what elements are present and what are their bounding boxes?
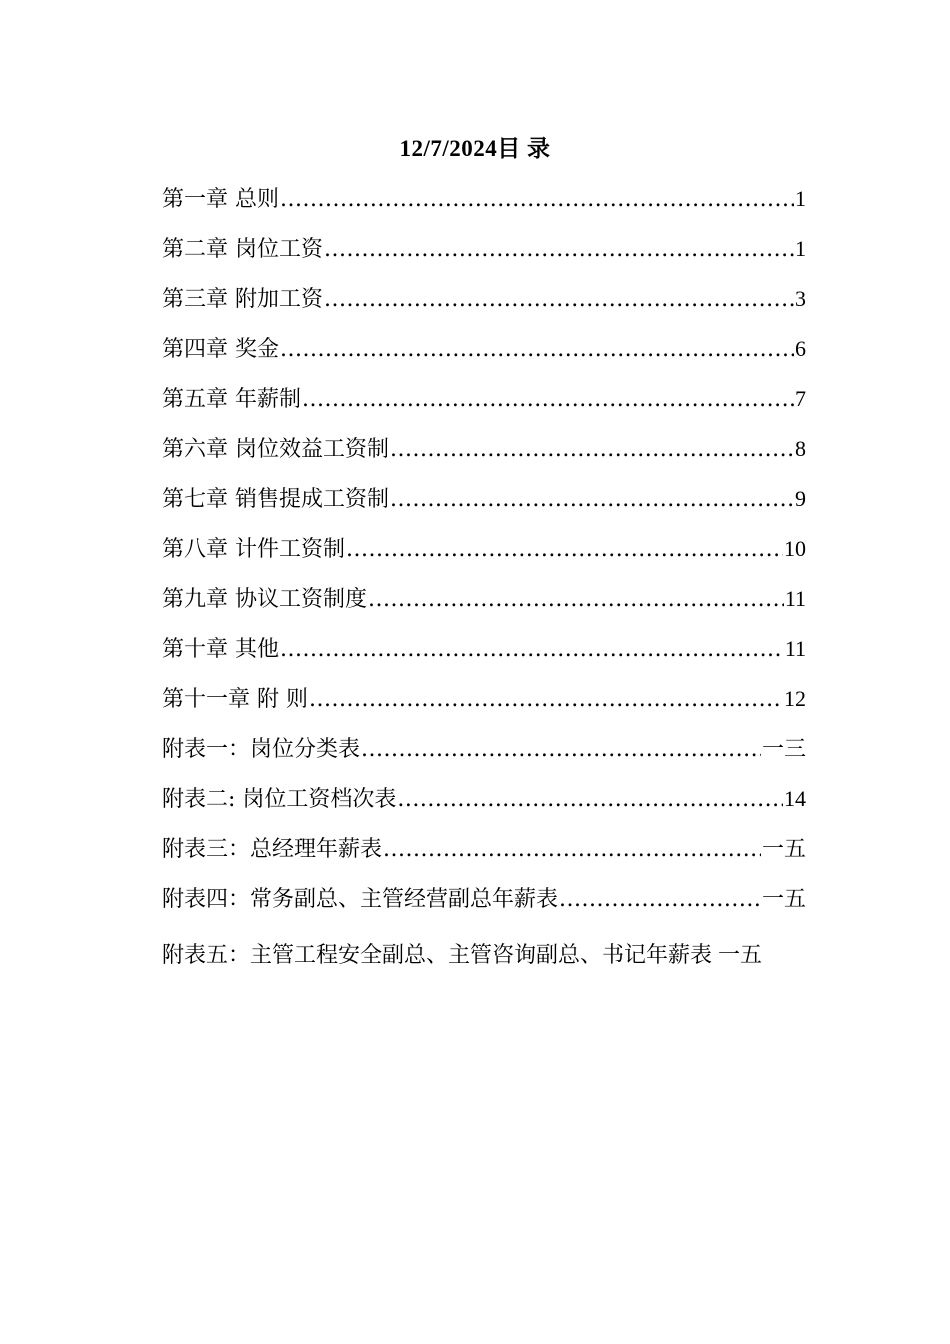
dot-leader — [346, 531, 783, 569]
toc-entry-chapter-1[interactable] — [162, 180, 806, 230]
toc-entry-chapter-7[interactable] — [162, 480, 806, 530]
toc-entry-page: 6 — [795, 336, 806, 361]
toc-entry-appendix-1[interactable] — [162, 730, 806, 780]
toc-entry-page: 1 — [795, 236, 806, 261]
toc-entry-page: 一三 — [761, 736, 806, 761]
toc-entry-page: 8 — [795, 436, 806, 461]
toc-entry-page: 一五 — [761, 886, 806, 911]
toc-entry-label: 第八章 计件工资制 — [162, 537, 345, 562]
toc-entry-appendix-4[interactable] — [162, 880, 806, 930]
toc-entry-label: 附表五：主管工程安全副总、主管咨询副总、书记年薪表 — [162, 943, 713, 968]
toc-entry-label: 第一章 总则 — [162, 187, 279, 212]
toc-entry-appendix-2[interactable] — [162, 780, 806, 830]
dot-leader — [324, 281, 794, 319]
toc-entry-label: 附表二: 岗位工资档次表 — [162, 787, 397, 812]
toc-entry-page: 11 — [784, 586, 806, 611]
toc-entry-page: 一五 — [761, 836, 806, 861]
toc-entry-label: 第五章 年薪制 — [162, 387, 301, 412]
toc-title: 12/7/2024目 录 — [399, 136, 551, 161]
toc-entry-label: 第九章 协议工资制度 — [162, 587, 367, 612]
dot-leader — [559, 881, 761, 919]
dot-leader — [390, 431, 794, 469]
dot-leader — [280, 331, 794, 369]
toc-entry-page: 一五 — [718, 942, 763, 967]
toc-entry-page: 7 — [795, 386, 806, 411]
dot-leader — [324, 231, 794, 269]
dot-leader — [309, 681, 783, 719]
toc-entry-chapter-4[interactable] — [162, 330, 806, 380]
toc-entry-chapter-6[interactable] — [162, 430, 806, 480]
toc-list — [162, 180, 806, 981]
toc-entry-appendix-3[interactable] — [162, 830, 806, 880]
toc-entry-chapter-3[interactable] — [162, 280, 806, 330]
toc-entry-chapter-11[interactable] — [162, 680, 806, 730]
toc-entry-page: 9 — [795, 486, 806, 511]
toc-entry-chapter-9[interactable] — [162, 580, 806, 630]
toc-entry-chapter-5[interactable] — [162, 380, 806, 430]
toc-entry-chapter-2[interactable] — [162, 230, 806, 280]
toc-entry-label: 附表四：常务副总、主管经营副总年薪表 — [162, 887, 559, 912]
dot-leader — [280, 631, 784, 669]
toc-entry-label: 第十一章 附 则 — [162, 687, 308, 712]
dot-leader — [280, 181, 794, 219]
toc-entry-label: 第十章 其他 — [162, 637, 279, 662]
toc-entry-appendix-5[interactable] — [162, 930, 806, 981]
toc-entry-chapter-8[interactable] — [162, 530, 806, 580]
toc-entry-page: 14 — [784, 786, 806, 811]
dot-leader — [361, 731, 761, 769]
dot-leader — [390, 481, 794, 519]
dot-leader — [302, 381, 794, 419]
toc-entry-chapter-10[interactable] — [162, 630, 806, 680]
toc-entry-label: 第七章 销售提成工资制 — [162, 487, 389, 512]
toc-entry-label: 第三章 附加工资 — [162, 287, 323, 312]
toc-entry-label: 第六章 岗位效益工资制 — [162, 437, 389, 462]
toc-entry-page: 3 — [795, 286, 806, 311]
dot-leader — [397, 781, 783, 819]
toc-entry-page: 12 — [784, 686, 806, 711]
toc-entry-page: 10 — [784, 536, 806, 561]
toc-entry-page: 11 — [784, 636, 806, 661]
toc-entry-page: 1 — [795, 186, 806, 211]
toc-entry-label: 附表三：总经理年薪表 — [162, 837, 383, 862]
toc-entry-label: 第二章 岗位工资 — [162, 237, 323, 262]
toc-entry-label: 附表一：岗位分类表 — [162, 737, 361, 762]
toc-entry-label: 第四章 奖金 — [162, 337, 279, 362]
dot-leader — [368, 581, 784, 619]
dot-leader — [383, 831, 761, 869]
